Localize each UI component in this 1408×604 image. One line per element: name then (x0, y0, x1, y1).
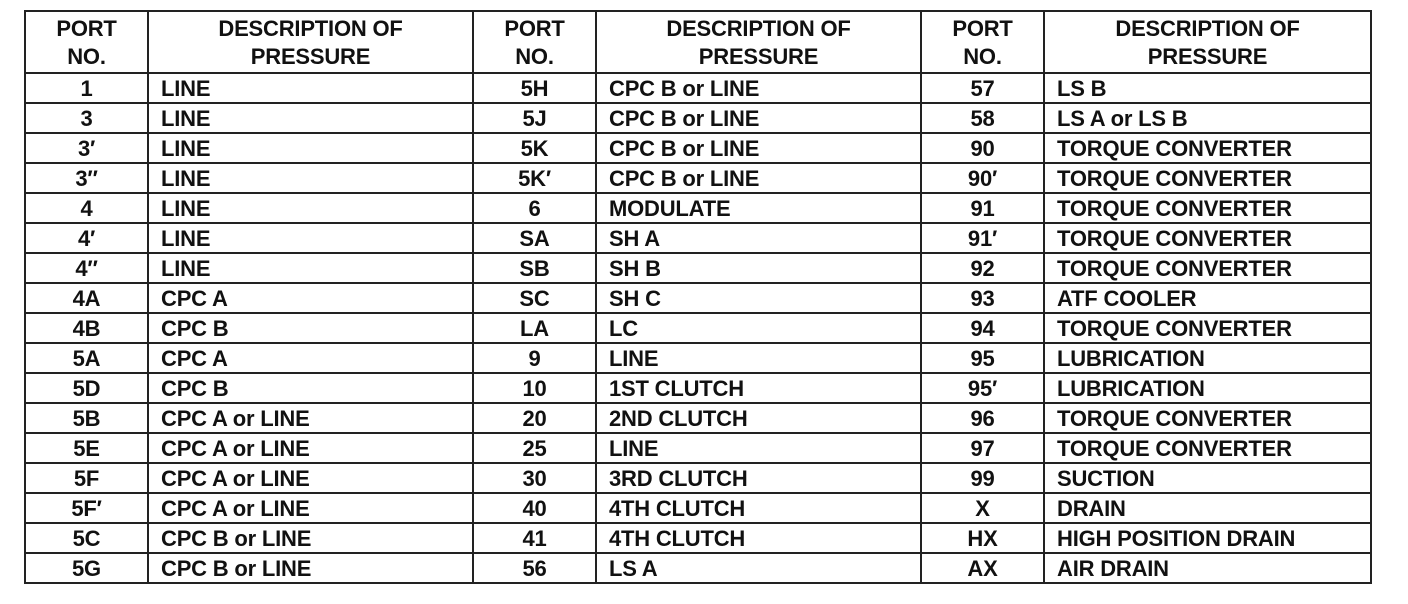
port-number-cell: 5J (473, 103, 596, 133)
port-number-cell: 95′ (921, 373, 1044, 403)
port-number-cell: 9 (473, 343, 596, 373)
pressure-description-cell: SH B (596, 253, 921, 283)
table-row (25, 343, 1371, 373)
port-number-cell: 4″ (25, 253, 148, 283)
port-number-cell: 5C (25, 523, 148, 553)
port-number-cell: 1 (25, 73, 148, 103)
pressure-description-cell: LINE (148, 103, 473, 133)
pressure-description-cell: TORQUE CONVERTER (1044, 313, 1371, 343)
port-number-cell: AX (921, 553, 1044, 583)
port-number-cell: SA (473, 223, 596, 253)
pressure-description-cell: TORQUE CONVERTER (1044, 133, 1371, 163)
header-description-2: DESCRIPTION OF PRESSURE (596, 11, 921, 73)
pressure-description-cell: 1ST CLUTCH (596, 373, 921, 403)
port-number-cell: 5G (25, 553, 148, 583)
pressure-description-cell: LC (596, 313, 921, 343)
header-description-3: DESCRIPTION OF PRESSURE (1044, 11, 1371, 73)
pressure-description-cell: LUBRICATION (1044, 343, 1371, 373)
port-number-cell: 93 (921, 283, 1044, 313)
pressure-description-cell: LS B (1044, 73, 1371, 103)
port-number-cell: 4′ (25, 223, 148, 253)
port-number-cell: 6 (473, 193, 596, 223)
port-number-cell: 4A (25, 283, 148, 313)
pressure-description-cell: LINE (148, 73, 473, 103)
pressure-description-cell: LS A or LS B (1044, 103, 1371, 133)
table-row (25, 373, 1371, 403)
port-number-cell: HX (921, 523, 1044, 553)
pressure-description-cell: LINE (148, 133, 473, 163)
table-row (25, 133, 1371, 163)
pressure-description-cell: LUBRICATION (1044, 373, 1371, 403)
pressure-description-cell: 3RD CLUTCH (596, 463, 921, 493)
port-pressure-table (24, 10, 1372, 584)
port-number-cell: 97 (921, 433, 1044, 463)
port-number-cell: 58 (921, 103, 1044, 133)
pressure-description-cell: CPC A (148, 283, 473, 313)
port-number-cell: 5F (25, 463, 148, 493)
header-port-no-3: PORT NO. (921, 11, 1044, 73)
pressure-description-cell: CPC A (148, 343, 473, 373)
pressure-description-cell: TORQUE CONVERTER (1044, 223, 1371, 253)
port-number-cell: 3 (25, 103, 148, 133)
table-row (25, 283, 1371, 313)
port-number-cell: 5A (25, 343, 148, 373)
pressure-description-cell: CPC B or LINE (148, 553, 473, 583)
table-header (25, 11, 1371, 73)
pressure-description-cell: CPC A or LINE (148, 493, 473, 523)
port-number-cell: 41 (473, 523, 596, 553)
port-number-cell: 30 (473, 463, 596, 493)
table-row (25, 253, 1371, 283)
port-number-cell: 5K′ (473, 163, 596, 193)
port-number-cell: 99 (921, 463, 1044, 493)
pressure-description-cell: 2ND CLUTCH (596, 403, 921, 433)
port-number-cell: 92 (921, 253, 1044, 283)
table-row (25, 73, 1371, 103)
header-description-1: DESCRIPTION OF PRESSURE (148, 11, 473, 73)
port-number-cell: 40 (473, 493, 596, 523)
pressure-description-cell: HIGH POSITION DRAIN (1044, 523, 1371, 553)
table-row (25, 553, 1371, 583)
pressure-description-cell: TORQUE CONVERTER (1044, 163, 1371, 193)
pressure-description-cell: LINE (148, 223, 473, 253)
port-number-cell: 56 (473, 553, 596, 583)
port-number-cell: 3″ (25, 163, 148, 193)
table-row (25, 163, 1371, 193)
table-row (25, 103, 1371, 133)
pressure-description-cell: CPC B or LINE (596, 163, 921, 193)
port-number-cell: 5D (25, 373, 148, 403)
table-body (25, 73, 1371, 583)
pressure-description-cell: ATF COOLER (1044, 283, 1371, 313)
pressure-description-cell: CPC B (148, 313, 473, 343)
table-row (25, 433, 1371, 463)
port-number-cell: 3′ (25, 133, 148, 163)
table-row (25, 313, 1371, 343)
port-number-cell: 4B (25, 313, 148, 343)
port-number-cell: LA (473, 313, 596, 343)
pressure-description-cell: MODULATE (596, 193, 921, 223)
pressure-description-cell: SH C (596, 283, 921, 313)
port-number-cell: 25 (473, 433, 596, 463)
port-number-cell: 91 (921, 193, 1044, 223)
port-number-cell: SB (473, 253, 596, 283)
pressure-description-cell: DRAIN (1044, 493, 1371, 523)
port-number-cell: 5B (25, 403, 148, 433)
port-number-cell: 5H (473, 73, 596, 103)
port-number-cell: 5K (473, 133, 596, 163)
pressure-description-cell: CPC B or LINE (596, 73, 921, 103)
port-number-cell: SC (473, 283, 596, 313)
port-number-cell: 5E (25, 433, 148, 463)
pressure-description-cell: SH A (596, 223, 921, 253)
pressure-description-cell: CPC A or LINE (148, 433, 473, 463)
pressure-description-cell: CPC B or LINE (596, 103, 921, 133)
pressure-description-cell: LINE (148, 163, 473, 193)
pressure-description-cell: CPC A or LINE (148, 463, 473, 493)
pressure-description-cell: CPC B or LINE (596, 133, 921, 163)
table-row (25, 523, 1371, 553)
port-number-cell: 94 (921, 313, 1044, 343)
table-row (25, 223, 1371, 253)
pressure-description-cell: LINE (148, 253, 473, 283)
pressure-description-cell: LS A (596, 553, 921, 583)
port-number-cell: X (921, 493, 1044, 523)
pressure-description-cell: 4TH CLUTCH (596, 523, 921, 553)
pressure-description-cell: CPC B or LINE (148, 523, 473, 553)
pressure-description-cell: LINE (148, 193, 473, 223)
table-row (25, 463, 1371, 493)
port-number-cell: 10 (473, 373, 596, 403)
pressure-description-cell: AIR DRAIN (1044, 553, 1371, 583)
pressure-description-cell: 4TH CLUTCH (596, 493, 921, 523)
pressure-description-cell: TORQUE CONVERTER (1044, 253, 1371, 283)
port-number-cell: 91′ (921, 223, 1044, 253)
pressure-description-cell: TORQUE CONVERTER (1044, 193, 1371, 223)
header-port-no-2: PORT NO. (473, 11, 596, 73)
port-number-cell: 90 (921, 133, 1044, 163)
pressure-description-cell: TORQUE CONVERTER (1044, 403, 1371, 433)
table-row (25, 193, 1371, 223)
port-number-cell: 4 (25, 193, 148, 223)
port-number-cell: 5F′ (25, 493, 148, 523)
pressure-description-cell: SUCTION (1044, 463, 1371, 493)
header-port-no-1: PORT NO. (25, 11, 148, 73)
table-row (25, 493, 1371, 523)
port-number-cell: 90′ (921, 163, 1044, 193)
port-number-cell: 95 (921, 343, 1044, 373)
pressure-description-cell: LINE (596, 433, 921, 463)
header-row (25, 11, 1371, 73)
pressure-description-cell: CPC B (148, 373, 473, 403)
pressure-description-cell: CPC A or LINE (148, 403, 473, 433)
table-row (25, 403, 1371, 433)
port-number-cell: 57 (921, 73, 1044, 103)
pressure-description-cell: LINE (596, 343, 921, 373)
port-number-cell: 96 (921, 403, 1044, 433)
port-number-cell: 20 (473, 403, 596, 433)
pressure-description-cell: TORQUE CONVERTER (1044, 433, 1371, 463)
